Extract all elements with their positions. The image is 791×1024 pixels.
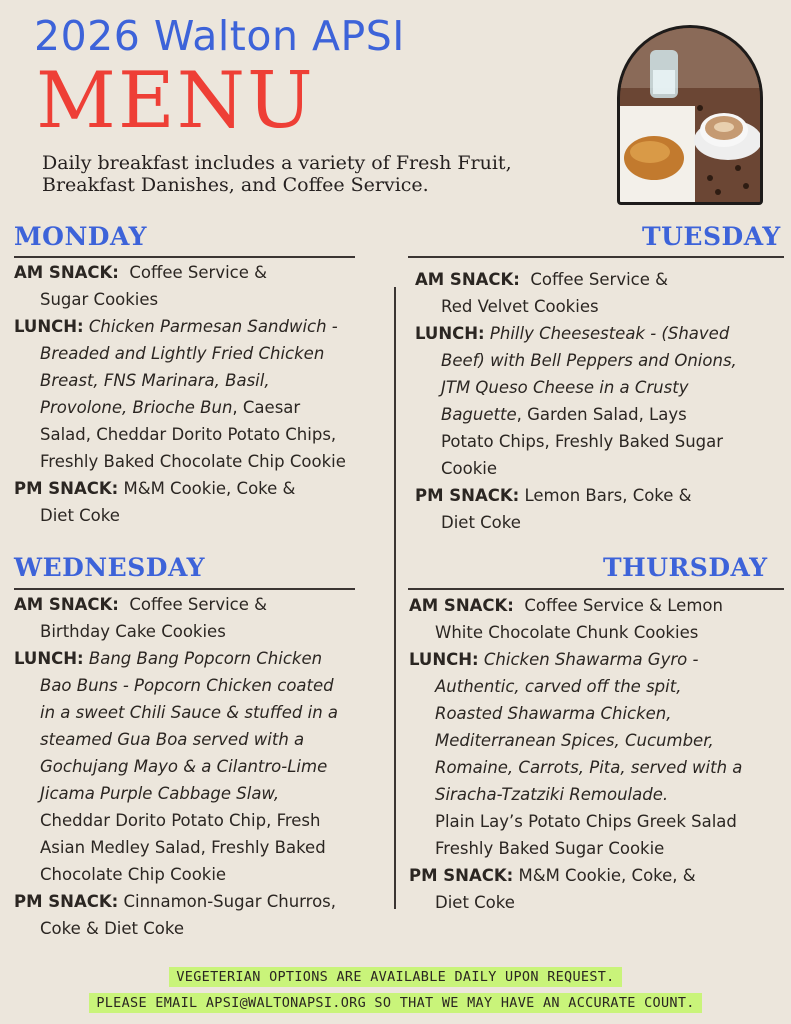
menu-wednesday xyxy=(14,591,386,942)
am-snack-text: White Chocolate Chunk Cookies xyxy=(435,623,699,642)
am-snack-label: AM SNACK: xyxy=(14,595,119,614)
day-heading-thursday: THURSDAY xyxy=(603,553,768,582)
lunch-text: Gochujang Mayo & a Cilantro-Lime xyxy=(40,757,328,776)
divider xyxy=(14,256,355,258)
lunch-text: , Garden Salad, Lays xyxy=(516,405,687,424)
pm-snack-text: Coke & Diet Coke xyxy=(40,919,184,938)
lunch-text: Plain Lay’s Potato Chips Greek Salad xyxy=(435,812,737,831)
pm-snack-label: PM SNACK: xyxy=(14,892,119,911)
lunch-text: Chicken Shawarma Gyro - xyxy=(483,650,699,669)
pm-snack-text: M&M Cookie, Coke, & xyxy=(518,866,696,885)
croissant-coffee-photo xyxy=(617,25,763,205)
am-snack-text: Coffee Service & Lemon xyxy=(524,596,723,615)
email-notice xyxy=(0,995,791,1011)
lunch-text: JTM Queso Cheese in a Crusty xyxy=(441,378,689,397)
day-heading-wednesday: WEDNESDAY xyxy=(14,553,205,582)
lunch-text: in a sweet Chili Sauce & stuffed in a xyxy=(40,703,339,722)
intro-line: Daily breakfast includes a variety of Fresh Fruit, xyxy=(42,152,512,174)
lunch-text: Chicken Parmesan Sandwich - xyxy=(88,317,338,336)
pm-snack-text: Diet Coke xyxy=(435,893,515,912)
lunch-text: Chocolate Chip Cookie xyxy=(40,865,227,884)
lunch-text: Mediterranean Spices, Cucumber, xyxy=(435,731,714,750)
email-notice-text: PLEASE EMAIL APSI@WALTONAPSI.ORG SO THAT WE MAY HAVE AN ACCURATE COUNT. xyxy=(89,993,701,1013)
pm-snack-text: Diet Coke xyxy=(40,506,120,525)
menu-monday xyxy=(14,259,384,529)
vegetarian-notice xyxy=(0,969,791,985)
lunch-label: LUNCH: xyxy=(14,317,84,336)
lunch-text: Baguette xyxy=(441,405,517,424)
lunch-text: Asian Medley Salad, Freshly Baked xyxy=(40,838,326,857)
event-title: 2026 Walton APSI xyxy=(34,12,405,60)
photo-illustration xyxy=(620,28,760,202)
am-snack-label: AM SNACK: xyxy=(409,596,514,615)
lunch-text: Freshly Baked Sugar Cookie xyxy=(435,839,665,858)
intro-line: Breakfast Danishes, and Coffee Service. xyxy=(42,174,429,196)
lunch-text: Breaded and Lightly Fried Chicken xyxy=(40,344,325,363)
divider xyxy=(14,588,355,590)
am-snack-text: Red Velvet Cookies xyxy=(441,297,599,316)
lunch-text: Salad, Cheddar Dorito Potato Chips, xyxy=(40,425,337,444)
divider xyxy=(408,588,784,590)
lunch-text: Bao Buns - Popcorn Chicken coated xyxy=(40,676,334,695)
lunch-label: LUNCH: xyxy=(415,324,485,343)
lunch-text: Roasted Shawarma Chicken, xyxy=(435,704,672,723)
menu-thursday xyxy=(409,592,787,916)
am-snack-label: AM SNACK: xyxy=(14,263,119,282)
lunch-label: LUNCH: xyxy=(14,649,84,668)
column-divider xyxy=(394,287,396,909)
lunch-text: Provolone, Brioche Bun xyxy=(40,398,233,417)
pm-snack-text: M&M Cookie, Coke & xyxy=(123,479,296,498)
lunch-text: Authentic, carved off the spit, xyxy=(435,677,682,696)
pm-snack-text: Diet Coke xyxy=(441,513,521,532)
lunch-text: , Caesar xyxy=(232,398,301,417)
menu-tuesday xyxy=(415,266,785,536)
am-snack-label: AM SNACK: xyxy=(415,270,520,289)
am-snack-text: Coffee Service & xyxy=(129,263,268,282)
lunch-text: Potato Chips, Freshly Baked Sugar xyxy=(441,432,724,451)
am-snack-text: Coffee Service & xyxy=(530,270,669,289)
lunch-text: Freshly Baked Chocolate Chip Cookie xyxy=(40,452,346,471)
pm-snack-label: PM SNACK: xyxy=(409,866,514,885)
day-heading-monday: MONDAY xyxy=(14,222,147,251)
lunch-text: Philly Cheesesteak - (Shaved xyxy=(489,324,730,343)
lunch-text: Jicama Purple Cabbage Slaw, xyxy=(40,784,280,803)
lunch-text: Beef) with Bell Peppers and Onions, xyxy=(441,351,737,370)
lunch-text: Cookie xyxy=(441,459,498,478)
lunch-text: Breast, FNS Marinara, Basil, xyxy=(40,371,270,390)
lunch-text: Cheddar Dorito Potato Chip, Fresh xyxy=(40,811,321,830)
pm-snack-text: Lemon Bars, Coke & xyxy=(524,486,692,505)
breakfast-intro xyxy=(42,152,602,196)
am-snack-text: Coffee Service & xyxy=(129,595,268,614)
am-snack-text: Birthday Cake Cookies xyxy=(40,622,226,641)
pm-snack-label: PM SNACK: xyxy=(415,486,520,505)
am-snack-text: Sugar Cookies xyxy=(40,290,159,309)
lunch-text: Bang Bang Popcorn Chicken xyxy=(88,649,323,668)
day-heading-tuesday: TUESDAY xyxy=(642,222,781,251)
pm-snack-label: PM SNACK: xyxy=(14,479,119,498)
lunch-text: steamed Gua Boa served with a xyxy=(40,730,305,749)
menu-heading: MENU xyxy=(36,56,315,146)
pm-snack-text: Cinnamon-Sugar Churros, xyxy=(123,892,337,911)
lunch-text: Romaine, Carrots, Pita, served with a xyxy=(435,758,743,777)
vegetarian-notice-text: VEGETERIAN OPTIONS ARE AVAILABLE DAILY UPON REQUEST. xyxy=(169,967,621,987)
divider xyxy=(408,256,784,258)
lunch-text: Siracha-Tzatziki Remoulade. xyxy=(435,785,669,804)
lunch-label: LUNCH: xyxy=(409,650,479,669)
